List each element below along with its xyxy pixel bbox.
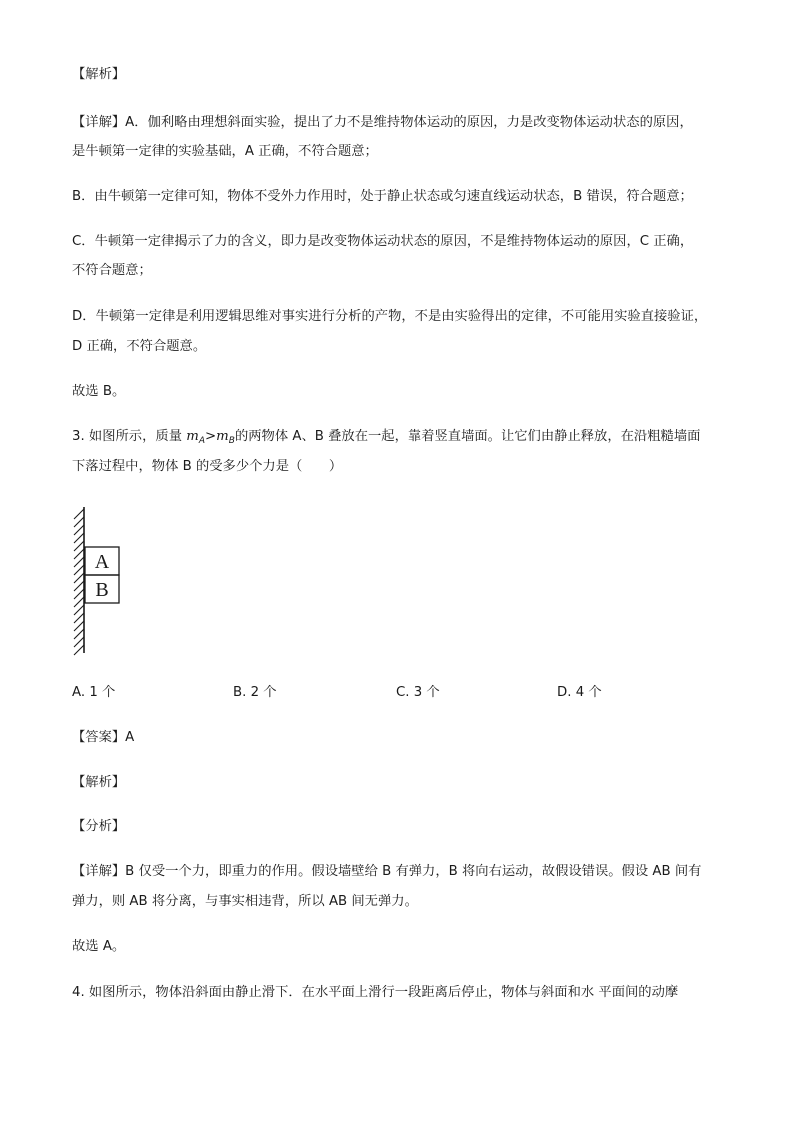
q3-stem-suffix: 的两物体 A、B 叠放在一起，靠着竖直墙面。让它们由静止释放，在沿粗糙墙面 [234,429,701,444]
q3-answer: 【答案】A [72,730,135,745]
option-b: B. 2 个 [233,685,277,700]
block-a-label: A [94,551,110,573]
wall-hatching [74,509,84,655]
q3-detail-line-1: 【详解】B 仅受一个力，即重力的作用。假设墙壁给 B 有弹力，B 将向右运动，故假设错误。假设 AB 间有 [72,864,702,879]
q2-option-b-analysis: B．由牛顿第一定律可知，物体不受外力作用时，处于静止状态或匀速直线运动状态，B 错误，符合题意； [72,189,693,204]
q2-detail-line-2: 是牛顿第一定律的实验基础，A 正确，不符合题意； [72,144,378,159]
q2-option-c-analysis-line-1: C．牛顿第一定律揭示了力的含义，即力是改变物体运动状态的原因，不是维持物体运动的原因，C 正确， [72,234,694,249]
q4-stem-line-1: 4. 如图所示，物体沿斜面由静止滑下．在水平面上滑行一段距离后停止，物体与斜面和水 平面间的动摩 [72,985,679,1000]
mass-symbol-a: m [186,429,199,444]
q2-detail-line-1: 【详解】A．伽利略由理想斜面实验，提出了力不是维持物体运动的原因，力是改变物体运动状态的原因， [72,115,693,130]
mass-subscript-a: A [198,436,205,446]
q3-conclusion: 故选 A。 [72,939,126,954]
q2-option-d-analysis-line-2: D 正确，不符合题意。 [72,339,207,354]
q3-stem-line-1 [72,427,700,451]
mass-symbol-b: m [216,429,229,444]
q2-option-d-analysis-line-1: D．牛顿第一定律是利用逻辑思维对事实进行分析的产物，不是由实验得出的定律，不可能用实验直接验证， [72,309,708,324]
greater-than-sign: > [205,429,217,444]
option-c: C. 3 个 [396,685,440,700]
q3-jiexi-heading: 【解析】 [72,775,126,790]
jiexi-heading-q2: 【解析】 [72,67,126,82]
q3-stem-line-2: 下落过程中，物体 B 的受多少个力是（ ） [72,459,343,474]
q3-fenxi-heading: 【分析】 [72,819,126,834]
option-a: A. 1 个 [72,685,116,700]
q2-conclusion: 故选 B。 [72,384,126,399]
q3-detail-line-2: 弹力，则 AB 将分离，与事实相违背，所以 AB 间无弹力。 [72,894,418,909]
option-d: D. 4 个 [557,685,602,700]
q2-option-c-analysis-line-2: 不符合题意； [72,263,152,278]
mass-subscript-b: B [228,436,235,446]
block-b-label: B [95,579,109,601]
q3-stem-prefix: 3. 如图所示，质量 [72,429,187,444]
wall-blocks-figure [70,505,130,657]
